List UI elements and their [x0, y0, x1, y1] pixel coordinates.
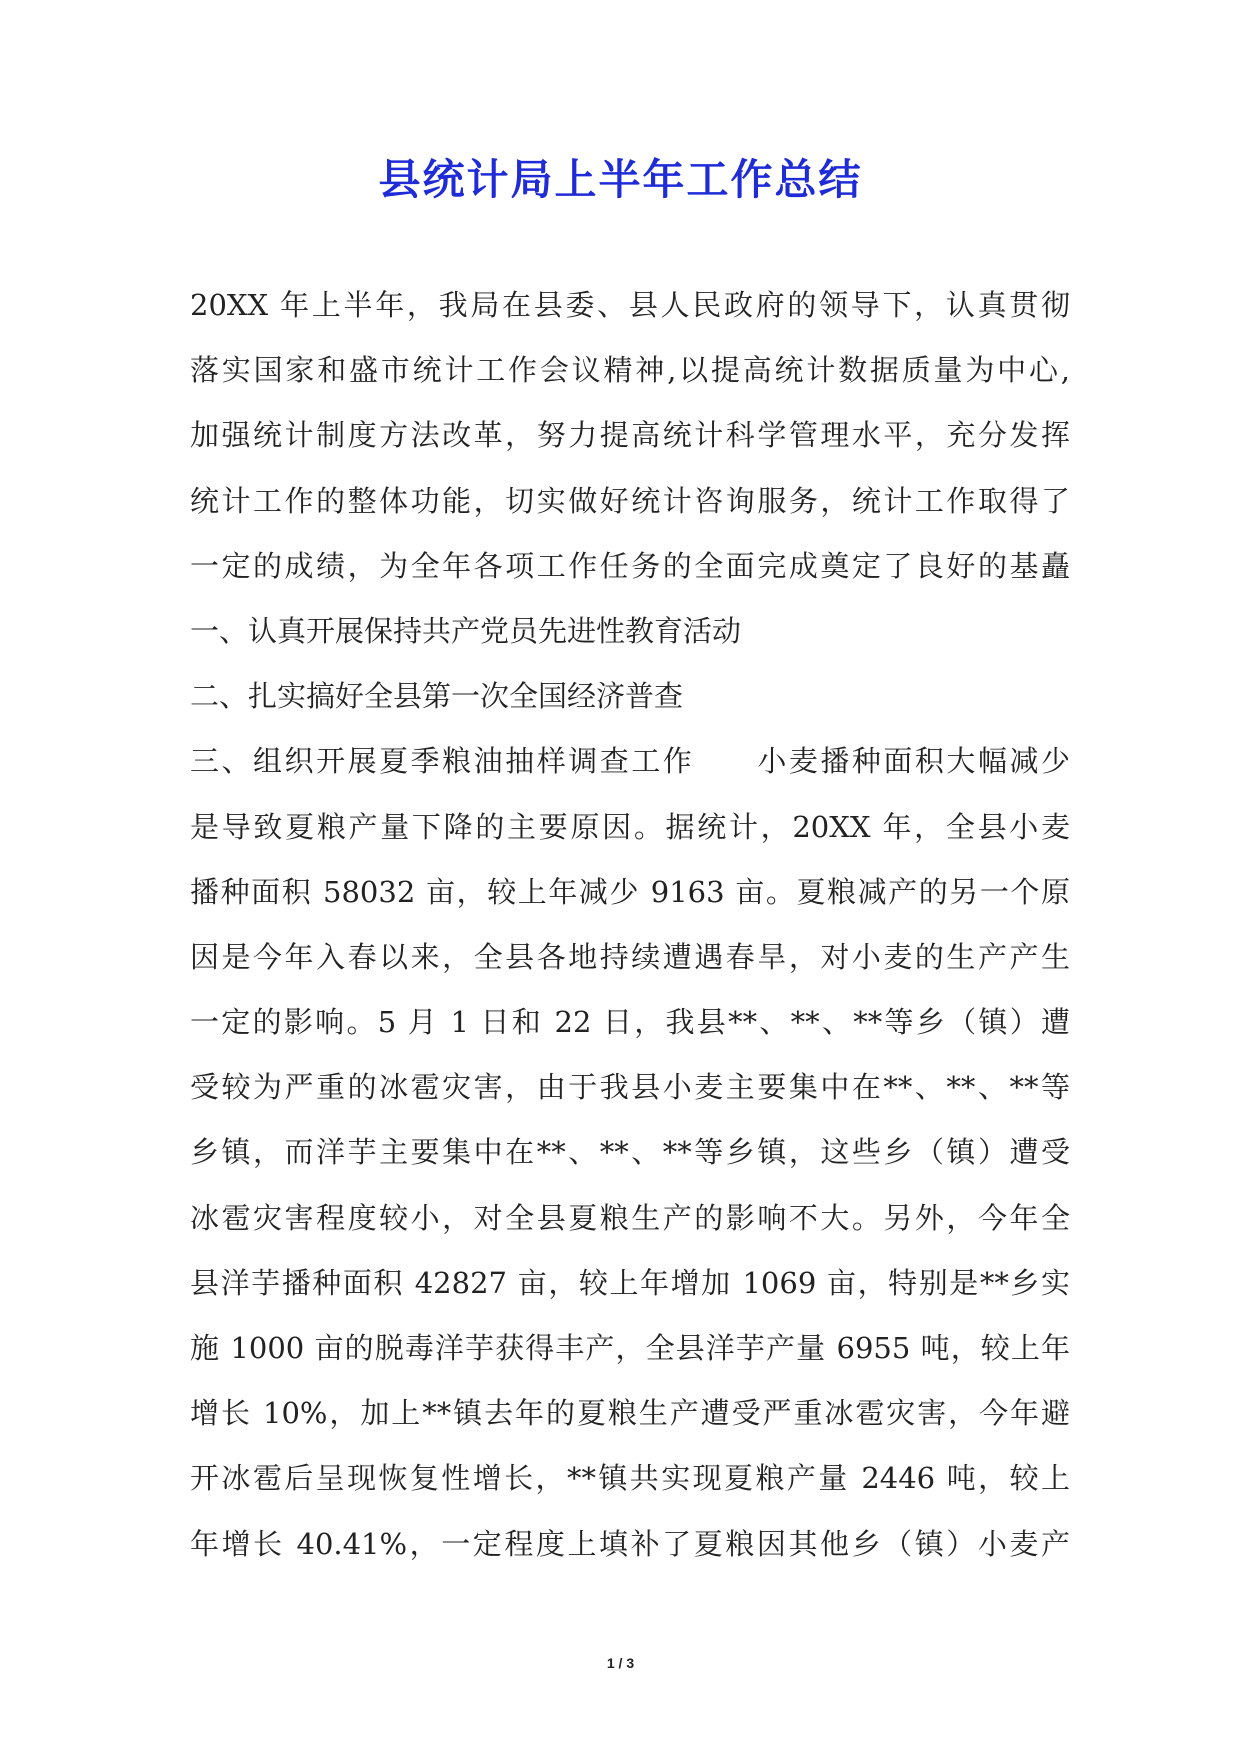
- paragraph-line: 播种面积 58032 亩，较上年减少 9163 亩。夏粮减产的另一个原: [190, 874, 1070, 909]
- paragraph-line: 受较为严重的冰雹灾害，由于我县小麦主要集中在**、**、**等: [190, 1070, 1070, 1105]
- paragraph-line: 因是今年入春以来，全县各地持续遭遇春旱，对小麦的生产产生: [190, 939, 1070, 974]
- document-body: [190, 280, 1070, 1584]
- paragraph-line: 县洋芋播种面积 42827 亩，较上年增加 1069 亩，特别是**乡实: [190, 1265, 1070, 1300]
- paragraph-line: 年增长 40.41%，一定程度上填补了夏粮因其他乡（镇）小麦产: [190, 1526, 1070, 1561]
- page-number: 1 / 3: [606, 1655, 635, 1671]
- paragraph-line: 乡镇，而洋芋主要集中在**、**、**等乡镇，这些乡（镇）遭受: [190, 1135, 1070, 1170]
- paragraph-line: 加强统计制度方法改革，努力提高统计科学管理水平，充分发挥: [190, 418, 1070, 453]
- paragraph-line: 一定的成绩，为全年各项工作任务的全面完成奠定了良好的基矗: [190, 548, 1070, 583]
- paragraph-line: 一定的影响。5 月 1 日和 22 日，我县**、**、**等乡（镇）遭: [190, 1005, 1070, 1040]
- section-heading: 一、认真开展保持共产党员先进性教育活动: [190, 613, 742, 648]
- section-heading: 三、组织开展夏季粮油抽样调查工作 小麦播种面积大幅减少: [190, 744, 1070, 779]
- paragraph-line: 施 1000 亩的脱毒洋芋获得丰产，全县洋芋产量 6955 吨，较上年: [190, 1331, 1070, 1365]
- paragraph-line: 是导致夏粮产量下降的主要原因。据统计，20XX 年，全县小麦: [190, 809, 1070, 844]
- section-heading: 二、扎实搞好全县第一次全国经济普查: [190, 679, 684, 714]
- paragraph-line: 落实国家和盛市统计工作会议精神,以提高统计数据质量为中心,: [190, 353, 1070, 388]
- paragraph-line: 增长 10%，加上**镇去年的夏粮生产遭受严重冰雹灾害，今年避: [190, 1396, 1070, 1431]
- paragraph-line: 20XX 年上半年，我局在县委、县人民政府的领导下，认真贯彻: [190, 288, 1070, 322]
- paragraph-line: 统计工作的整体功能，切实做好统计咨询服务，统计工作取得了: [190, 483, 1070, 518]
- document-title: 县统计局上半年工作总结: [378, 155, 863, 204]
- paragraph-line: 冰雹灾害程度较小，对全县夏粮生产的影响不大。另外，今年全: [190, 1200, 1070, 1235]
- paragraph-line: 开冰雹后呈现恢复性增长，**镇共实现夏粮产量 2446 吨，较上: [190, 1461, 1070, 1496]
